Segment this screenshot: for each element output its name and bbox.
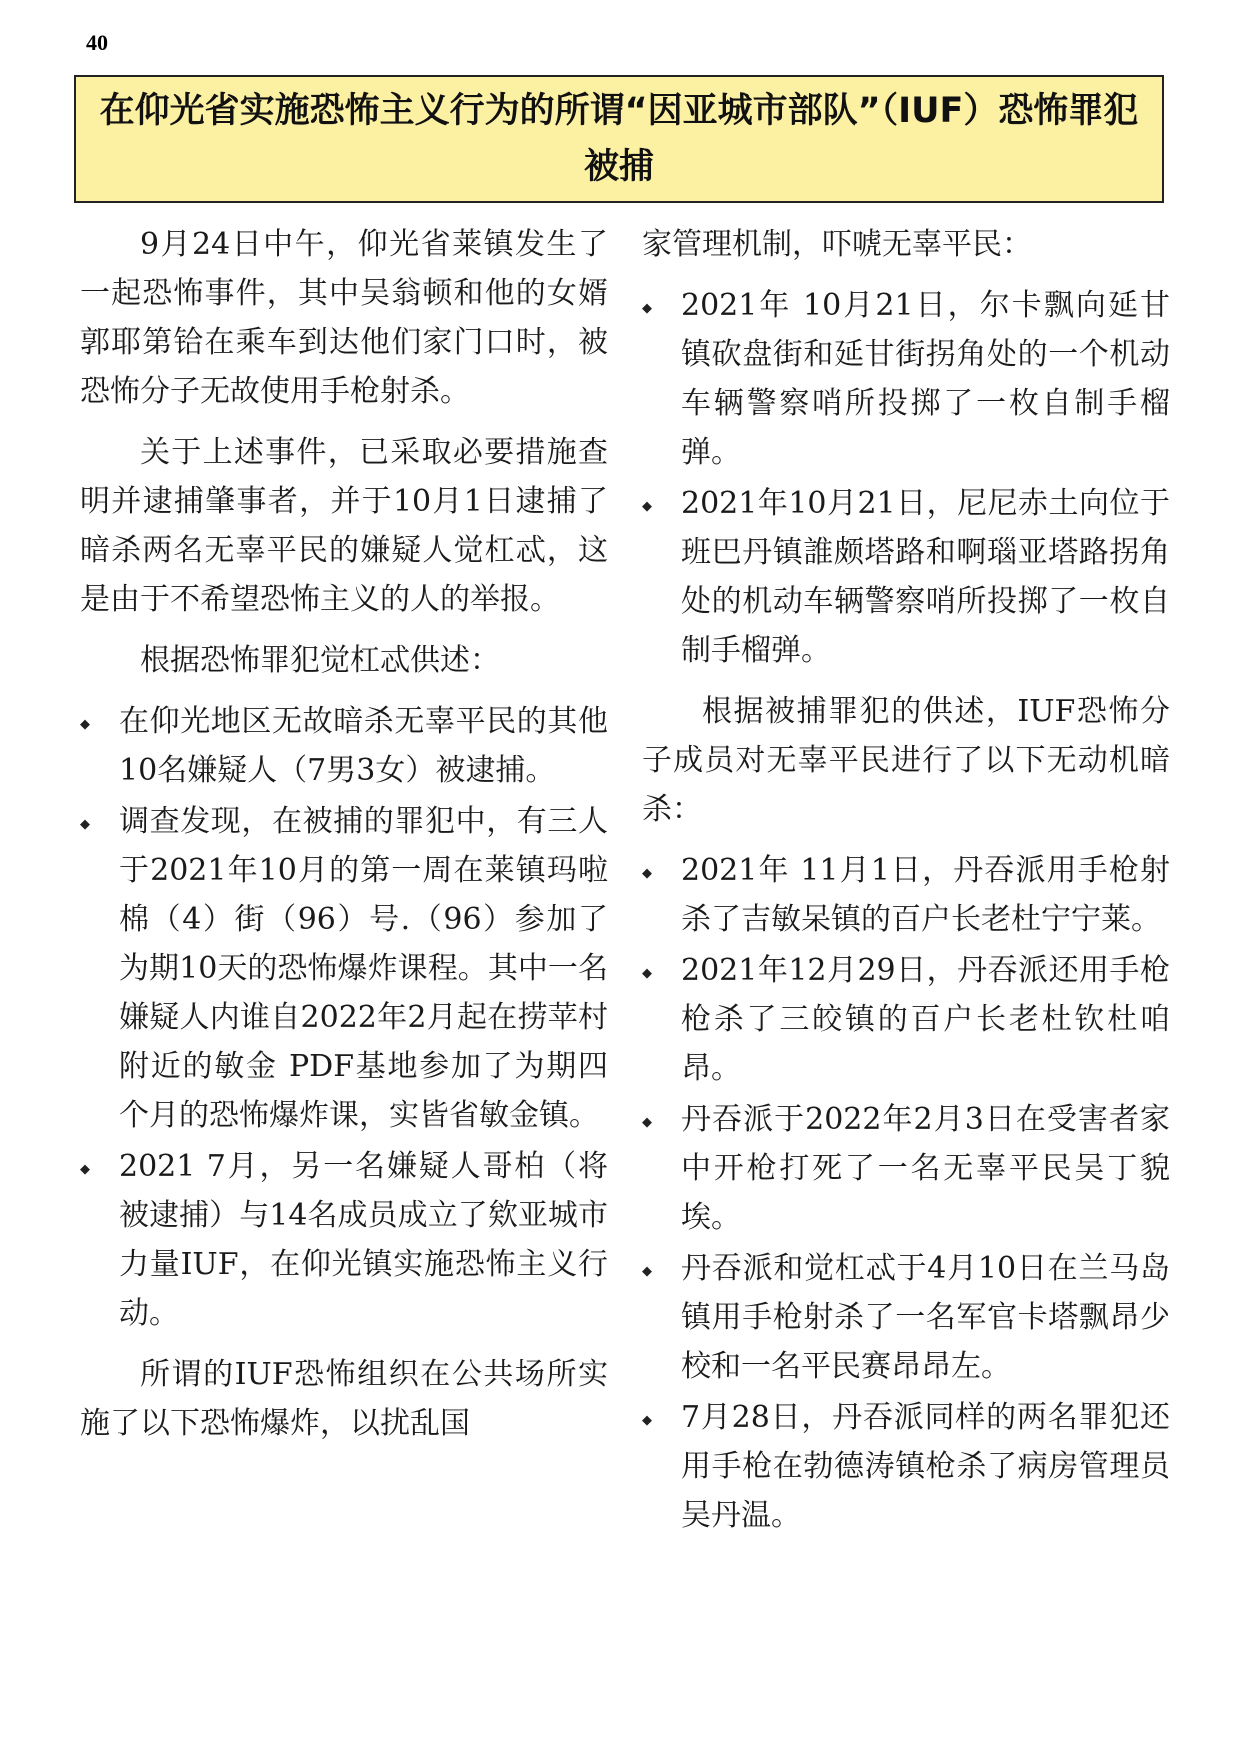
headline: 在仰光省实施恐怖主义行为的所谓“因亚城市部队”（IUF）恐怖罪犯被捕 [99, 91, 1139, 187]
diamond-bullet-icon: ◆ [642, 1115, 652, 1130]
list-item [642, 281, 1170, 477]
list-item-text: 2021 7月，另一名嫌疑人哥柏（将被逮捕）与14名成员成立了欸亚城市力量IUF，在仰光镇实施恐怖主义行动。 [119, 1149, 608, 1331]
list-item-text: 在仰光地区无故暗杀无辜平民的其他10名嫌疑人（7男3女）被逮捕。 [119, 704, 608, 788]
paragraph-continuation: 家管理机制，吓唬无辜平民： [642, 227, 1032, 262]
diamond-bullet-icon: ◆ [642, 866, 652, 881]
diamond-bullet-icon: ◆ [80, 717, 90, 732]
diamond-bullet-icon: ◆ [80, 817, 90, 832]
list-item-text: 丹吞派于2022年2月3日在受害者家中开枪打死了一名无辜平民吴丁貌埃。 [681, 1102, 1170, 1235]
list-item-text: 丹吞派和觉杠忒于4月10日在兰马岛镇用手枪射杀了一名军官卡塔飘昂少校和一名平民赛昂昂左。 [681, 1251, 1170, 1384]
killing-list [642, 846, 1170, 1540]
arrest-list [80, 697, 608, 1338]
list-item [80, 797, 608, 1140]
diamond-bullet-icon: ◆ [642, 1264, 652, 1279]
list-item-text: 2021年10月21日，尼尼赤土向位于班巴丹镇誰颇塔路和啊瑙亚塔路拐角处的机动车辆警察哨所投掷了一枚自制手榴弹。 [681, 486, 1170, 668]
paragraph: 所谓的IUF恐怖组织在公共场所实施了以下恐怖爆炸，以扰乱国 [80, 1357, 608, 1441]
list-item [642, 1244, 1170, 1391]
list-item [642, 946, 1170, 1093]
list-item-text: 2021年 11月1日，丹吞派用手枪射杀了吉敏呆镇的百户长老杜宁宁莱。 [681, 853, 1170, 937]
paragraph: 根据恐怖罪犯觉杠忒供述： [140, 643, 500, 678]
diamond-bullet-icon: ◆ [642, 301, 652, 316]
diamond-bullet-icon: ◆ [642, 1413, 652, 1428]
diamond-bullet-icon: ◆ [642, 966, 652, 981]
headline-box [74, 75, 1164, 203]
paragraph: 9月24日中午，仰光省莱镇发生了一起恐怖事件，其中吴翁顿和他的女婿郭耶第铪在乘车到达他们家门口时，被恐怖分子无故使用手枪射杀。 [80, 227, 608, 409]
paragraph: 关于上述事件，已采取必要措施查明并逮捕肇事者，并于10月1日逮捕了暗杀两名无辜平民的嫌疑人觉杠忒，这是由于不希望恐怖主义的人的举报。 [80, 435, 608, 617]
list-item-text: 调查发现，在被捕的罪犯中，有三人于2021年10月的第一周在莱镇玛啦棉（4）街（96）号.（96）参加了为期10天的恐怖爆炸课程。其中一名嫌疑人内谁自2022年2月起在捞苹村附近的敏金 PDF基地参加了为期四个月的恐怖爆炸课，实皆省敏金镇。 [119, 804, 608, 1133]
diamond-bullet-icon: ◆ [80, 1162, 90, 1177]
left-column [80, 220, 608, 1460]
list-item [642, 846, 1170, 944]
paragraph: 根据被捕罪犯的供述，IUF恐怖分子成员对无辜平民进行了以下无动机暗杀： [642, 694, 1170, 827]
bombing-list [642, 281, 1170, 675]
list-item [642, 1095, 1170, 1242]
list-item-text: 2021年 10月21日，尔卡飘向延甘镇砍盘街和延甘街拐角处的一个机动车辆警察哨所投掷了一枚自制手榴弹。 [681, 288, 1170, 470]
list-item [642, 1393, 1170, 1540]
list-item-text: 2021年12月29日，丹吞派还用手枪枪杀了三皎镇的百户长老杜钦杜咱昂。 [681, 953, 1170, 1086]
list-item [642, 479, 1170, 675]
right-column [642, 220, 1170, 1552]
list-item-text: 7月28日，丹吞派同样的两名罪犯还用手枪在勃德涛镇枪杀了病房管理员吴丹温。 [681, 1400, 1170, 1533]
list-item [80, 697, 608, 795]
page-number: 40 [86, 30, 108, 55]
list-item [80, 1142, 608, 1338]
diamond-bullet-icon: ◆ [642, 499, 652, 514]
